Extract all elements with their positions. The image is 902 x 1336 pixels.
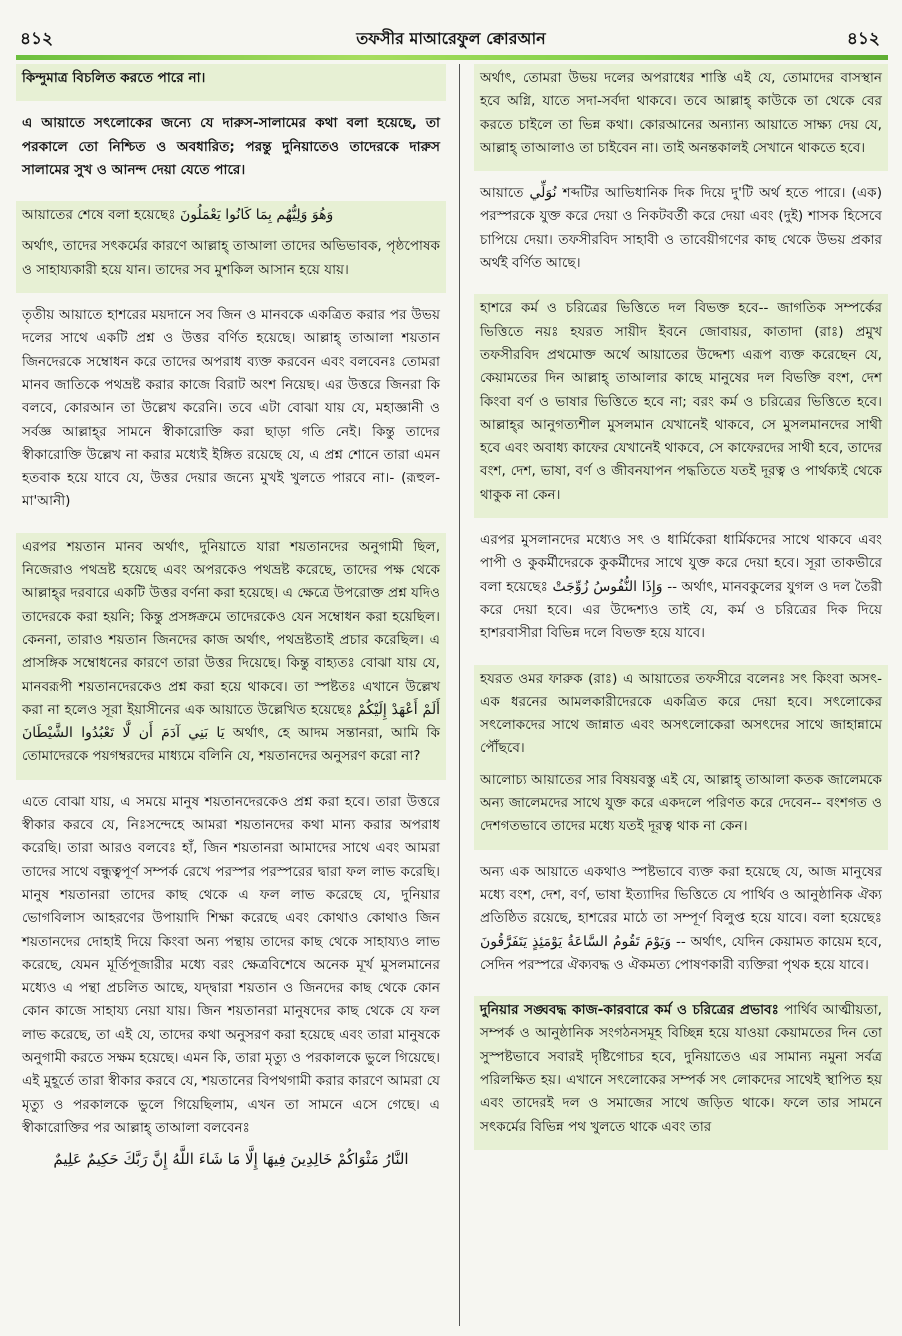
paragraph: হযরত ওমর ফারুক (রাঃ) এ আয়াতের তফসীরে বলেনঃ সৎ কিংবা অসৎ-এক ধরনের আমলকারীদেরকে একত্রিত করে দেয়া হবে। সৎলোকের সৎলোকদের সাথে জান্নাত এবং অসৎলোকেরা অসৎদের সাথে জাহান্নামে পৌঁছবে।: [480, 670, 882, 757]
left-column: [16, 64, 446, 1326]
left-block-4: [22, 301, 440, 525]
paragraph-text: এরপর মুসলানদের মধ্যেও সৎ ও ধার্মিকেরা ধার্মিকদের সাথে থাকবে এবং পাপী ও কুকর্মীদেরকে কুকর্মীদের সাথে যুক্ত করে দেয়া হবে। সূরা তাকভীরে বলা হয়েছেঃ: [480, 532, 882, 595]
paragraph-text: অর্থাৎ, হে আদম সন্তানরা, আমি কি তোমাদেরকে পয়গম্বরদের মাধ্যমে বলিনি যে, শয়তানদের অনুসরণ করো না?: [22, 725, 440, 765]
arabic-verse: وَيَوْمَ تَقُومُ السَّاعَةُ يَوْمَئِذٍ يَتَفَرَّقُونَ: [480, 933, 672, 950]
page-number-right: ৪১২: [846, 29, 880, 49]
paragraph-text: -- অর্থাৎ, মানবকুলের যুগল ও দল তৈরী করে দেয়া হবে। এর উদ্দেশ্যও তাই যে, কর্ম ও চরিত্রের দিক দিয়ে হাশরবাসীরা বিভিন্ন দলে বিভক্ত হয়ে যাবে।: [480, 578, 882, 642]
column-divider: [459, 64, 460, 1326]
right-block-6: [480, 858, 882, 988]
paragraph: আলোচ্য আয়াতের সার বিষয়বস্তু এই যে, আল্লাহ্ তাআলা কতক জালেমকে অন্য জালেমদের সাথে যুক্ত করে একদলে পরিণত করে দেবেন-- বংশগত ও দেশগতভাবে তাদের মধ্যে যতই দূরত্ব থাক না কেন।: [480, 771, 882, 835]
arabic-verse: وَإِذَا النُّفُوسُ زُوِّجَتْ: [552, 578, 663, 595]
header-rule: [16, 55, 888, 60]
paragraph: অর্থাৎ, তাদের সৎকর্মের কারণে আল্লাহ্ তাআলা তাদের অভিভাবক, পৃষ্ঠপোষক ও সাহায্যকারী হয়ে যান। তাদের সব মুশকিল আসান হয়ে যায়।: [22, 238, 440, 278]
paragraph: [480, 999, 882, 1139]
paragraph: এ আয়াতে সৎলোকের জন্যে যে দারুস-সালামের কথা বলা হয়েছে, তা পরকালে তো নিশ্চিত ও অবধারিত; পরন্তু দুনিয়াতেও তাদেরকে দারুস সালামের সুখ ও আনন্দ দেয়া যেতে পারে।: [22, 115, 440, 178]
page-number-left: ৪১২: [20, 29, 54, 49]
right-column: [474, 64, 888, 1326]
left-block-6: [22, 788, 440, 1183]
right-block-7: [474, 996, 888, 1150]
paragraph: তৃতীয় আয়াতে হাশরের ময়দানে সব জিন ও মানবকে একত্রিত করার পর উভয় দলের সাথে একটি প্রশ্ন ও উত্তর বর্ণিত হয়েছে। আল্লাহ্ তাআলা শয়তান জিনদেরকে সম্বোধন করে তাদের অপরাধ ব্যক্ত করবেন এবং বলবেনঃ তোমরা মানব জাতিকে পথভ্রষ্ট করার কাজে বিরাট অংশ নিয়েছ। এর উত্তরে জিনরা কি বলবে, কোরআন তা উল্লেখ করেনি। তবে এটা বোঝা যায় যে, মহাজ্ঞানী ও সর্বজ্ঞ আল্লাহ্‌র সামনে স্বীকারোক্তি করা ছাড়া গতি নেই। কিন্তু তাদের স্বীকারোক্তি উল্লেখ না করার মধ্যেই ইঙ্গিত রয়েছে যে, এ প্রশ্ন শোনে তারা এমন হতবাক হয়ে যাবে যে, উত্তর দেয়ার জন্যে মুখই খুলতে পারবে না।- (রূহুল-মা'আনী): [22, 307, 440, 510]
left-block-2: [22, 109, 440, 193]
paragraph: [480, 182, 882, 275]
paragraph: কিন্দুমাত্র বিচলিত করতে পারে না।: [22, 70, 206, 86]
right-block-4: [480, 526, 882, 656]
paragraph: এতে বোঝা যায়, এ সময়ে মানুষ শয়তানদেরকেও প্রশ্ন করা হবে। তারা উত্তরে স্বীকার করবে যে, নিঃসন্দেহে আমরা শয়তানদের কথা মান্য করার অপরাধ করেছি। তারা আরও বলবেঃ হাঁ, জিন শয়তানরা আমাদের সাথে এবং আমরা তাদের সাথে বন্ধুত্বপূর্ণ সম্পর্ক রেখে পরস্পর পরস্পরের দ্বারা ফল লাভ করেছি। মানুষ শয়তানরা তাদের কাছ থেকে এ ফল লাভ করেছে যে, দুনিয়ার ভোগবিলাস আহরণের উপায়াদি শিক্ষা করেছে এবং কোথাও কোথাও জিন শয়তানদের দোহাই দিয়ে কিংবা অন্য পন্থায় তাদের কাছ থেকে সাহায্যও লাভ করেছে, যেমন মূর্তিপূজারীর মধ্যে বরং ক্ষেত্রবিশেষে অনেক মূর্খ মুসলমানের মধ্যেও এ পন্থা প্রচলিত আছে, যদ্দ্বারা শয়তান ও জিনদের কাছ থেকে কোন কোন কাজে সাহায্য নেয়া যায়। জিন শয়তানরা মানুষদের কাছ থেকে যে ফল লাভ করেছে, তা এই যে, তাদের কথা অনুসরণ করা হয়েছে এবং তারা মানুষকে অনুগামী করতে সক্ষম হয়েছে। এমন কি, তারা মৃত্যু ও পরকালকে ভুলে গিয়েছে। এই মুহূর্তে তারা স্বীকার করবে যে, শয়তানের বিপথগামী করার কারণে আমরা যে মৃত্যু ও পরকালকে ভুলে গিয়েছিলাম, এখন তা সামনে এসে গেছে। এ স্বীকারোক্তির পর আল্লাহ্ তাআলা বলবেনঃ: [22, 793, 440, 1136]
left-block-5: [16, 533, 446, 780]
lead-text: আয়াতের শেষে বলা হয়েছেঃ: [22, 207, 176, 224]
paragraph: অর্থাৎ, তোমরা উভয় দলের অপরাধের শাস্তি এই যে, তোমাদের বাসস্থান হবে অগ্নি, যাতে সদা-সর্বদা থাকবে। তবে আল্লাহ্ কাউকে তা থেকে বের করতে চাইলে তা ভিন্ন কথা। কোরআনের অন্যান্য আয়াতে সাক্ষ্য দেয় যে, আল্লাহ্ তাআলাও তা চাইবেন না। তাই অনন্তকালই সেখানে থাকতে হবে।: [480, 70, 882, 156]
right-block-3: [474, 294, 888, 518]
paragraph-text: অন্য এক আয়াতে একথাও স্পষ্টভাবে ব্যক্ত করা হয়েছে যে, আজ মানুষের মধ্যে বংশ, দেশ, বর্ণ, ভাষা ইত্যাদির ভিত্তিতে যে পার্থিব ও আনুষ্ঠানিক ঐক্য প্রতিষ্ঠিত রয়েছে, হাশরের মাঠে তা সম্পূর্ণ বিলুপ্ত হয়ে যাবে। বলা হয়েছেঃ: [480, 863, 882, 927]
left-block-3: [16, 201, 446, 293]
paragraph: [480, 861, 882, 977]
lead-text: আয়াতে: [480, 185, 524, 202]
running-title: তফসীর মাআরেফুল ক্বোরআন: [356, 29, 546, 48]
arabic-verse: أَن لَّا تَعْبُدُوا الشَّيْطَانَ: [22, 725, 153, 742]
paragraph: হাশরে কর্ম ও চরিত্রের ভিত্তিতে দল বিভক্ত হবে-- জাগতিক সম্পর্কের ভিত্তিতে নয়ঃ হযরত সায়ীদ ইবনে জোবায়র, কাতাদা (রাঃ) প্রমুখ তফসীরবিদ প্রথমোক্ত অর্থে আয়াতের উদ্দেশ্য এরূপ ব্যক্ত করেছেন যে, কেয়ামতের দিন আল্লাহ্ তাআলার কাছে মানুষের দল বিভক্তি বংশ, দেশ কিংবা বর্ণ ও ভাষার ভিত্তিতে হবে না; বরং কর্ম ও চরিত্রের ভিত্তিতে হবে। আল্লাহ্‌র আনুগত্যশীল মুসলমান যেখানেই থাকবে, সে মুসলমানদের সাথী হবে এবং অবাধ্য কাফের যেখানেই থাকবে, সে কাফেরদের সাথী হবে, তাদের বংশ, দেশ, ভাষা, বর্ণ ও জীবনযাপন পদ্ধতিতে যতই দূরত্ব ও পার্থক্যই থেকে থাকুক না কেন।: [480, 300, 882, 503]
right-block-1: [474, 64, 888, 171]
arabic-verse: وَهُوَ وَلِيُّهُم بِمَا كَانُوا يَعْمَلُونَ: [179, 207, 334, 224]
right-block-2: [480, 179, 882, 286]
paragraph-text: -- অর্থাৎ, যেদিন কেয়ামত কায়েম হবে, সেদিন পরস্পরে ঐক্যবদ্ধ ও ঐকমত্য পোষণকারী ব্যক্তিরা পৃথক হয়ে যাবে।: [480, 933, 883, 973]
arabic-verse: أَلَمْ أَعْهَدْ إِلَيْكُمْ يَا بَنِي آدَمَ: [161, 701, 441, 742]
paragraph: [22, 204, 440, 227]
paragraph-text: শব্দটির আভিধানিক দিক দিয়ে দু'টি অর্থ হতে পারে। (এক) পরস্পরকে যুক্ত করে দেয়া ও নিকটবর্তী করে দেয়া এবং (দুই) শাসক হিসেবে চাপিয়ে দেয়া। তফসীরবিদ সাহাবী ও তাবেয়ীগণের কাছ থেকে উভয় প্রকার অর্থই বর্ণিত আছে।: [480, 185, 882, 272]
paragraph: [480, 529, 882, 645]
right-block-5: [474, 665, 888, 850]
page-header: [0, 0, 902, 60]
arabic-verse: النَّارُ مَثْوَاكُمْ خَالِدِينَ فِيهَا إِلَّا مَا شَاءَ اللَّهُ إِنَّ رَبَّكَ حَكِيمٌ عَلِيمٌ: [53, 1150, 409, 1169]
paragraph-text: এরপর শয়তান মানব অর্থাৎ, দুনিয়াতে যারা শয়তানদের অনুগামী ছিল, নিজেরাও পথভ্রষ্ট হয়েছে এবং অপরকেও পথভ্রষ্ট করেছে, তাদের পক্ষ থেকে আল্লাহ্‌র দরবারে একটি উত্তর বর্ণনা করা হয়েছে। এ ক্ষেত্রে উপরোক্ত প্রশ্ন যদিও তাদেরকে করা হয়নি; কিন্তু প্রসঙ্গক্রমে তাদেরকেও যেন সম্বোধন করা হয়েছিল। কেননা, তারাও শয়তান জিনদের কাজ অর্থাৎ, পথভ্রষ্টতাই প্রচার করেছিল। এ প্রাসঙ্গিক সম্বোধনের কারণে তারা উত্তর দিয়েছে। কিন্তু বাহ্যতঃ বোঝা যায় যে, মানবরূপী শয়তানদেরকেও প্রশ্ন করা হয়ে থাকবে। তা স্পষ্টতঃ এখানে উল্লেখ করা না হলেও সূরা ইয়াসীনের এক আয়াতে উল্লেখিত হয়েছেঃ: [22, 538, 440, 718]
paragraph: [22, 536, 440, 769]
arabic-word: نُوَلِّي: [529, 185, 557, 202]
section-heading: দুনিয়ার সঙ্ঘবদ্ধ কাজ-কারবারে কর্ম ও চরিত্রের প্রভাবঃ: [480, 1002, 779, 1019]
paragraph-text: পার্থিব আত্মীয়তা, সম্পর্ক ও আনুষ্ঠানিক সংগঠনসমূহ বিচ্ছিন্ন হয়ে যাওয়া কেয়ামতের দিন তো সুস্পষ্টভাবে সবারই দৃষ্টিগোচর হবে, দুনিয়াতেও এর সামান্য নমুনা সর্বত্র পরিলক্ষিত হয়। এখানে সৎলোকের সম্পর্ক সৎ লোকদের সাথেই স্থাপিত হয় এবং তাদেরই দল ও সমাজের সাথে জড়িত থাকে। ফলে তার সামনে সৎকর্মের বিভিন্ন পথ খুলতে থাকে এবং তার: [480, 1002, 882, 1135]
left-block-1: [16, 64, 446, 101]
